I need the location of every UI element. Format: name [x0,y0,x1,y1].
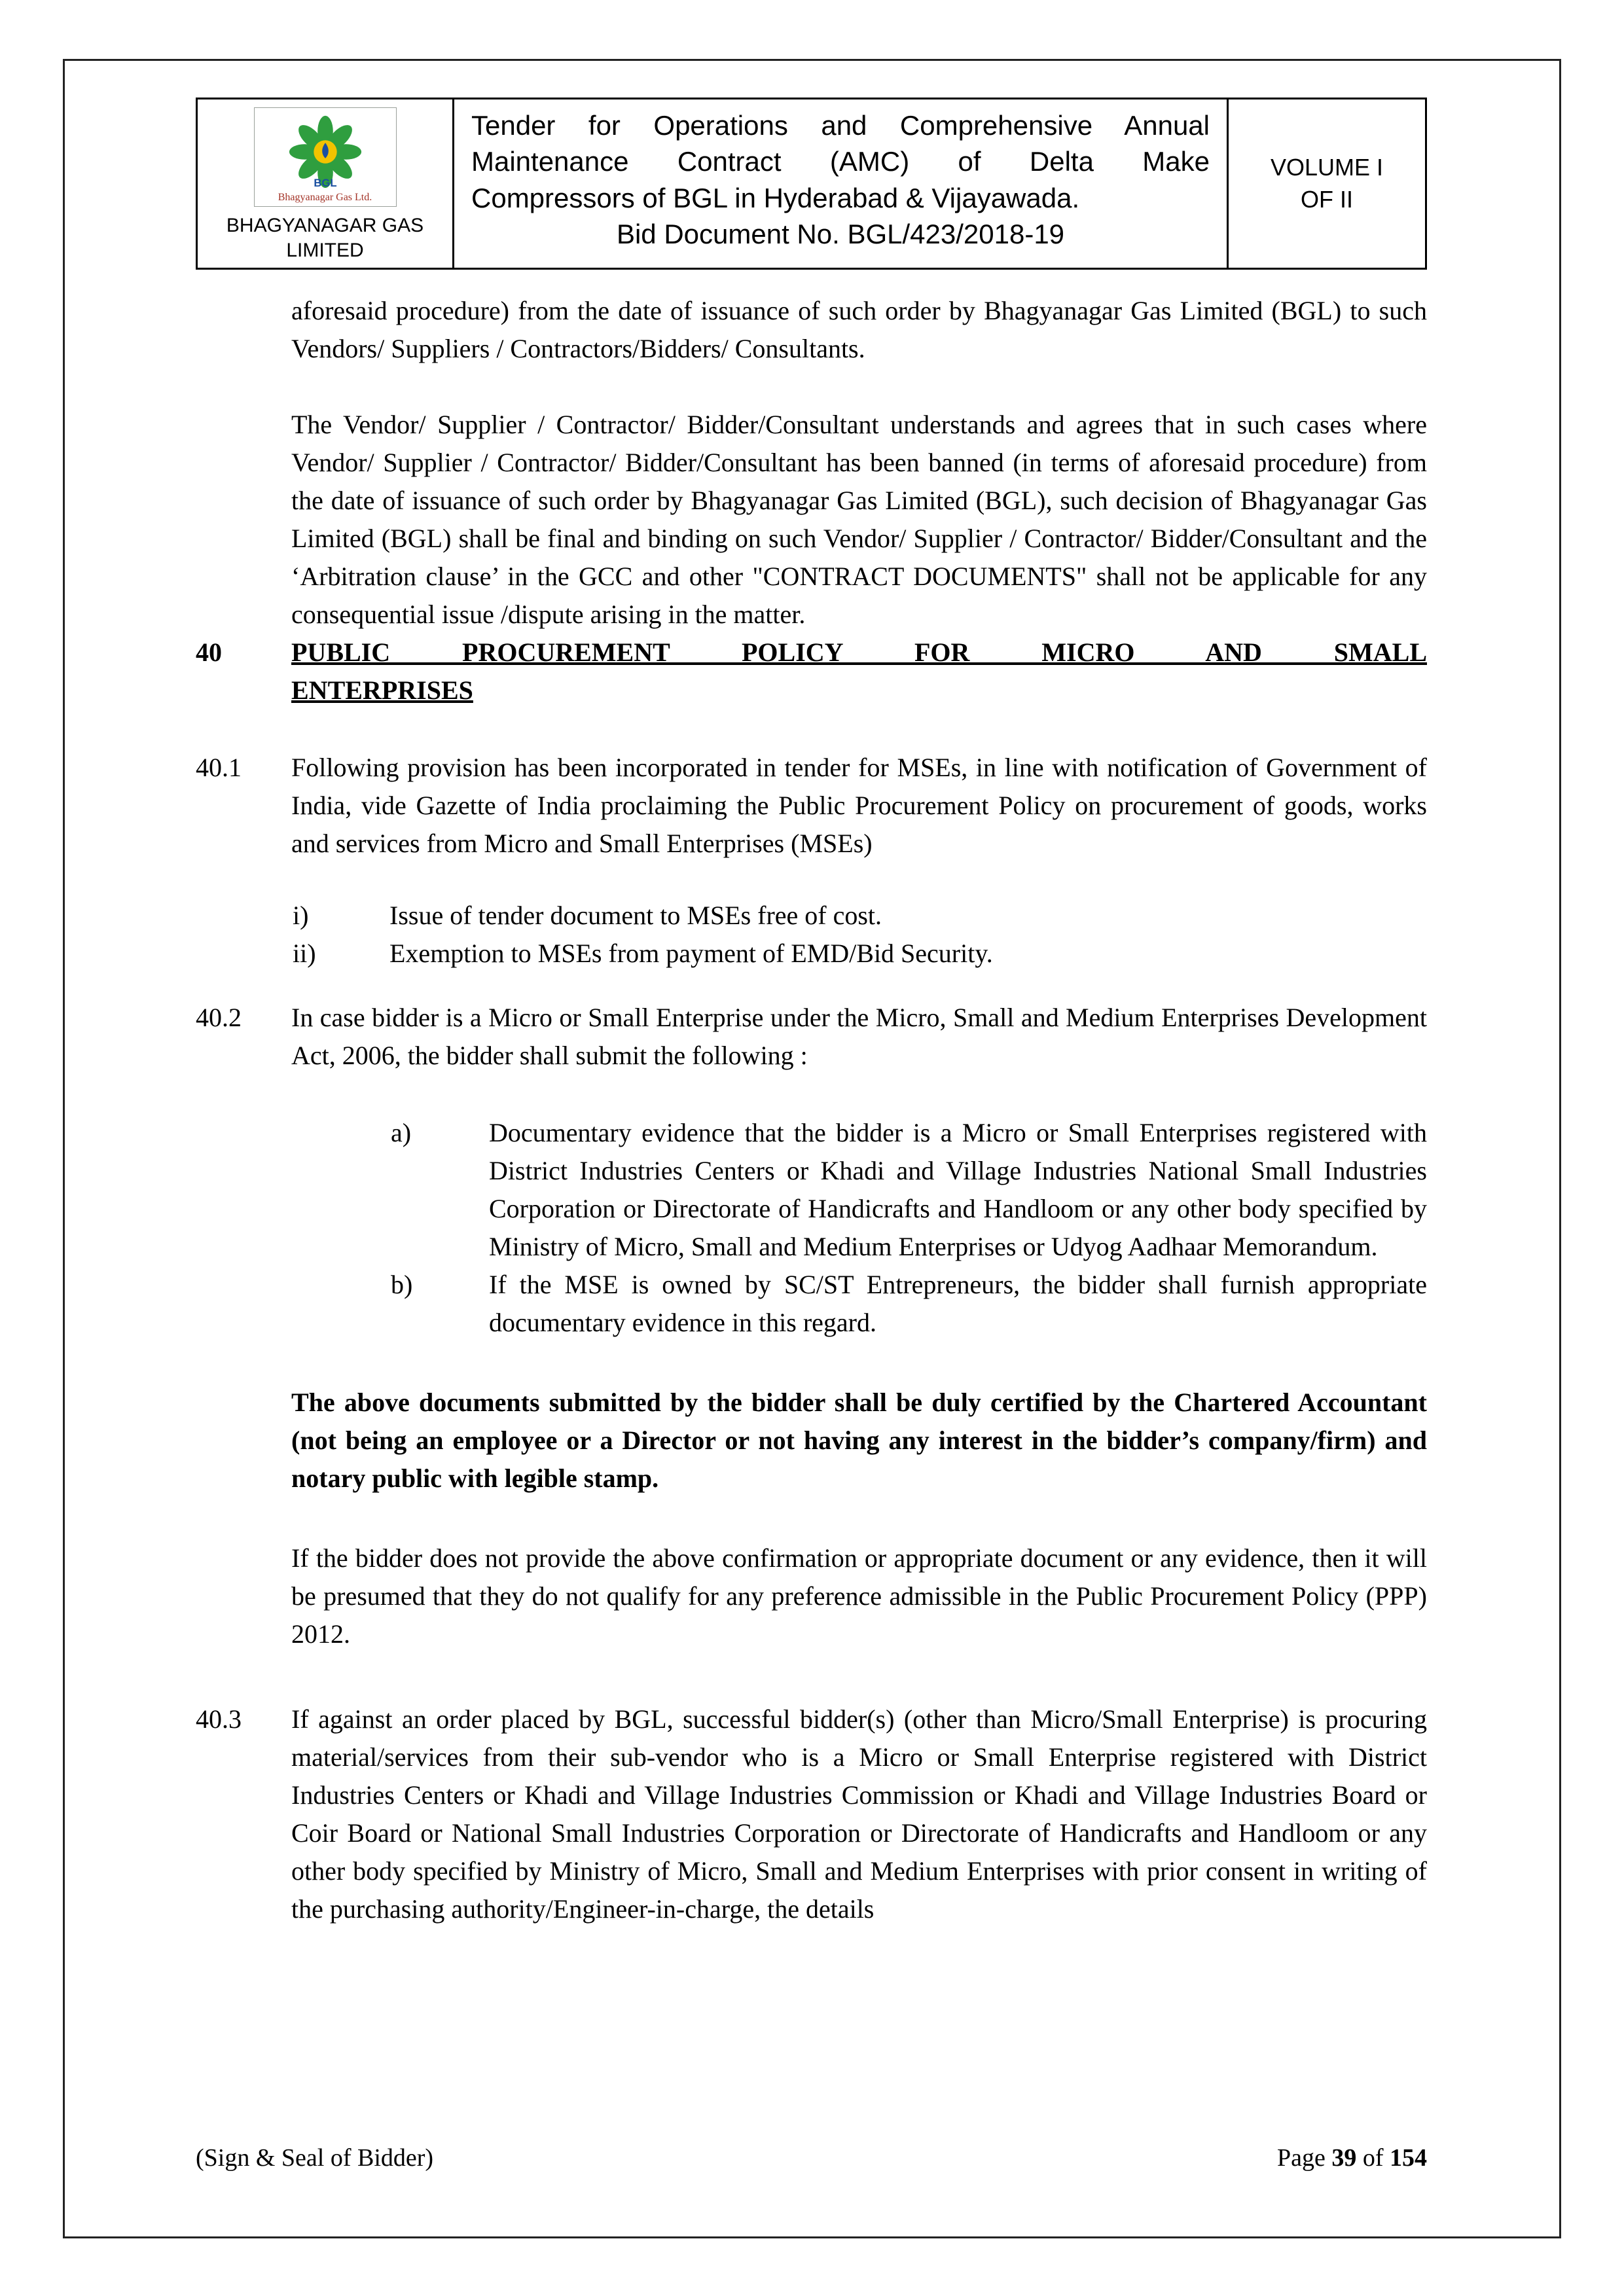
page-footer [196,2144,1427,2172]
org-name [226,213,424,262]
page-total: 154 [1390,2144,1427,2172]
section-40-heading-text [291,634,1427,709]
logo-box [254,107,397,207]
section-text: If against an order placed by BGL, successful bidder(s) (other than Micro/Small Enterprise) is procuring material/services from their sub-vendor who is a Micro or Small Enterprise registered with District Industries Centers or Khadi and Village Industries Commission or Khadi and Village Industries Board or Coir Board or National Small Industries Corporation or Directorate of Handicrafts and Handloom or any other body specified by Ministry of Micro, Small and Medium Enterprises with prior consent in writing of the purchasing authority/Engineer-in-charge, the details [291,1704,1427,1924]
paragraph-presumed: If the bidder does not provide the above confirmation or appropriate document or any evidence, then it will be presumed that they do not qualify for any preference admissible in the Public Procurement Policy (PPP) 2012. [291,1543,1427,1649]
page-content [196,98,1427,1928]
logo-caption: Bhagyanagar Gas Ltd. [278,192,372,203]
list-marker: i) [293,901,309,930]
section-40-1 [196,749,1427,863]
volume-line2: OF II [1301,185,1353,213]
list-marker: a) [391,1118,412,1147]
page-indicator [1277,2144,1427,2172]
paragraph-aforesaid: aforesaid procedure) from the date of issuance of such order by Bhagyanagar Gas Limited (BGL) to such Vendors/ Suppliers / Contractors/Bidders/ Consultants. [291,296,1427,363]
section-number: 40.2 [196,1003,242,1032]
logo-cell [198,99,454,268]
section-number: 40 [196,637,222,667]
section-40-2 [196,999,1427,1075]
bid-document-number: Bid Document No. BGL/423/2018-19 [616,219,1065,250]
section-text: Following provision has been incorporated in tender for MSEs, in line with notification of Government of India, vide Gazette of India proclaiming the Public Procurement Policy on procurement of goods, works and services from Micro and Small Enterprises (MSEs) [291,753,1427,858]
section-40-heading [196,634,1427,709]
section-number: 40.1 [196,753,242,782]
list-marker: b) [391,1270,413,1299]
mse-provisions-list [196,897,1427,973]
page-number: 39 [1331,2144,1357,2172]
paragraph-vendor-agreement: The Vendor/ Supplier / Contractor/ Bidder/Consultant understands and agrees that in such cases where Vendor/ Supplier / Contractor/ Bidder/Consultant has been banned (in terms of aforesaid procedure) from the date of issuance of such order by Bhagyanagar Gas Limited (BGL), such decision of Bhagyanagar Gas Limited (BGL) shall be final and binding on such Vendor/ Supplier / Contractor/ Bidder/Consultant and the ‘Arbitration clause’ in the GCC and other "CONTRACT DOCUMENTS" shall not be applicable for any consequential issue /dispute arising in the matter. [291,410,1427,629]
list-item [293,897,1427,935]
org-name-line1: BHAGYANAGAR GAS [226,215,424,236]
page-word: Page [1276,2144,1326,2172]
section-40-heading-line1: PUBLIC PROCUREMENT POLICY FOR MICRO AND SMALL [291,637,1427,667]
list-text: Issue of tender document to MSEs free of cost. [389,901,882,930]
volume-line1: VOLUME I [1270,153,1384,181]
list-marker: ii) [293,939,316,968]
list-item [293,935,1427,973]
bgl-logo-icon [287,113,364,190]
of-word: of [1362,2144,1384,2172]
section-text: In case bidder is a Micro or Small Enterprise under the Micro, Small and Medium Enterprises Development Act, 2006, the bidder shall submit the following : [291,1003,1427,1070]
logo-bgl-text: BGL [313,177,337,190]
list-item [391,1266,1427,1342]
section-number: 40.3 [196,1704,242,1734]
section-40-3 [196,1700,1427,1928]
section-40-heading-line2: ENTERPRISES [291,675,473,705]
evidence-list [196,1114,1427,1342]
list-text: If the MSE is owned by SC/ST Entrepreneurs, the bidder shall furnish appropriate documentary evidence in this regard. [489,1270,1427,1337]
paragraph-certified: The above documents submitted by the bidder shall be duly certified by the Chartered Accountant (not being an employee or a Director or not having any interest in the bidder’s company/firm) and notary public with legible stamp. [291,1388,1427,1493]
org-name-line2: LIMITED [286,239,364,261]
list-text: Documentary evidence that the bidder is a Micro or Small Enterprises registered with District Industries Centers or Khadi and Village Industries National Small Industries Corporation or Directorate of Handicrafts and Handloom or any other body specified by Ministry of Micro, Small and Medium Enterprises or Udyog Aadhaar Memorandum. [489,1118,1427,1261]
volume-cell [1229,99,1425,268]
list-text: Exemption to MSEs from payment of EMD/Bid Security. [389,939,993,968]
tender-title-line3: Compressors of BGL in Hyderabad & Vijayawada. [471,182,1080,213]
page-border [63,59,1561,2238]
title-cell [454,99,1229,268]
tender-title-line1: Tender for Operations and Comprehensive Annual [471,110,1210,141]
document-body [196,292,1427,1928]
tender-title-line2: Maintenance Contract (AMC) of Delta Make [471,146,1210,177]
header-table [196,98,1427,270]
sign-seal-label: (Sign & Seal of Bidder) [196,2144,434,2172]
list-item [391,1114,1427,1266]
